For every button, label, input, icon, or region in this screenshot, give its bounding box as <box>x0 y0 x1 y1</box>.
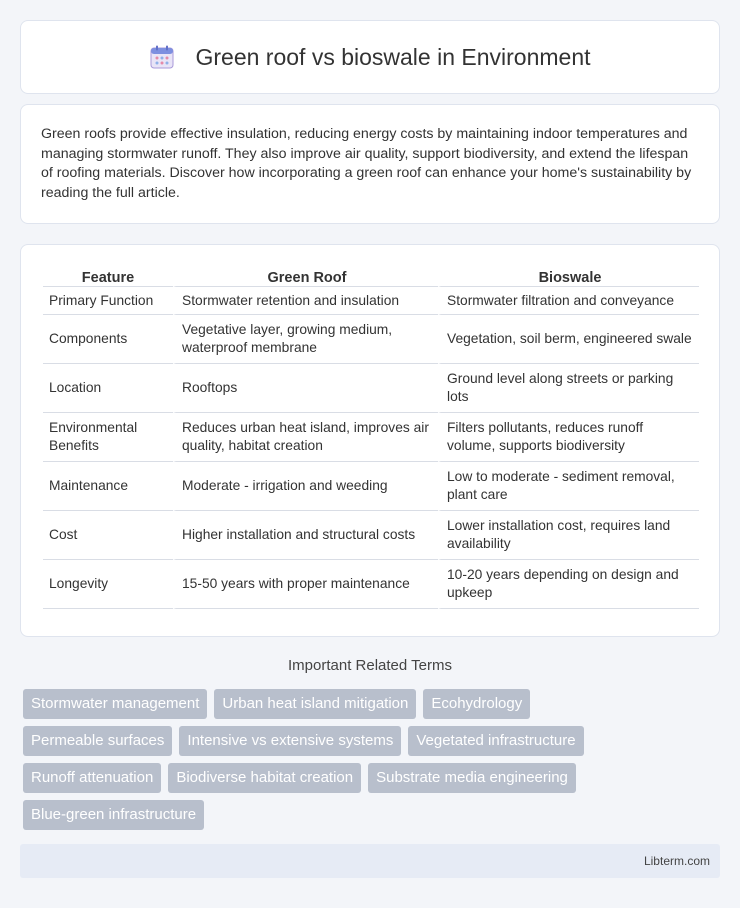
title-card <box>20 20 720 94</box>
page-title: Green roof vs bioswale in Environment <box>195 43 591 70</box>
term-tag[interactable]: Stormwater management <box>23 689 207 719</box>
term-tag[interactable]: Runoff attenuation <box>23 763 161 793</box>
term-tag[interactable]: Intensive vs extensive systems <box>179 726 401 756</box>
table-row <box>43 462 699 511</box>
table-row <box>43 560 699 609</box>
term-tag[interactable]: Vegetated infrastructure <box>408 726 583 756</box>
related-terms-list <box>23 689 723 837</box>
table-cell: 15-50 years with proper maintenance <box>173 560 438 609</box>
table-cell: Location <box>43 364 173 413</box>
term-tag[interactable]: Substrate media engineering <box>368 763 576 793</box>
term-tag[interactable]: Urban heat island mitigation <box>214 689 416 719</box>
footer-site-link[interactable]: Libterm.com <box>643 854 710 868</box>
table-cell: Environmental Benefits <box>43 413 173 462</box>
table-cell: Higher installation and structural costs <box>173 511 438 560</box>
footer <box>20 844 720 878</box>
calendar-icon <box>149 44 175 70</box>
table-header-row <box>43 265 699 287</box>
table-cell: Primary Function <box>43 287 173 315</box>
table-cell: Stormwater retention and insulation <box>173 287 438 315</box>
table-cell: Low to moderate - sediment removal, plant care <box>438 462 699 511</box>
table-cell: Vegetation, soil berm, engineered swale <box>438 315 699 364</box>
table-cell: 10-20 years depending on design and upkeep <box>438 560 699 609</box>
table-cell: Moderate - irrigation and weeding <box>173 462 438 511</box>
table-cell: Rooftops <box>173 364 438 413</box>
table-cell: Stormwater filtration and conveyance <box>438 287 699 315</box>
table-row <box>43 364 699 413</box>
table-row <box>43 413 699 462</box>
header-feature: Feature <box>43 265 173 287</box>
table-cell: Maintenance <box>43 462 173 511</box>
table-cell: Filters pollutants, reduces runoff volume, supports biodiversity <box>438 413 699 462</box>
table-row <box>43 511 699 560</box>
table-cell: Longevity <box>43 560 173 609</box>
table-cell: Lower installation cost, requires land availability <box>438 511 699 560</box>
table-row <box>43 287 699 315</box>
comparison-table-card <box>20 244 720 637</box>
table-cell: Components <box>43 315 173 364</box>
header-green-roof: Green Roof <box>173 265 438 287</box>
term-tag[interactable]: Permeable surfaces <box>23 726 172 756</box>
table-cell: Reduces urban heat island, improves air quality, habitat creation <box>173 413 438 462</box>
header-bioswale: Bioswale <box>438 265 699 287</box>
table-cell: Cost <box>43 511 173 560</box>
related-terms-title: Important Related Terms <box>288 657 452 674</box>
table-cell: Ground level along streets or parking lots <box>438 364 699 413</box>
comparison-table <box>43 265 699 609</box>
table-cell: Vegetative layer, growing medium, waterproof membrane <box>173 315 438 364</box>
table-row <box>43 315 699 364</box>
term-tag[interactable]: Ecohydrology <box>423 689 530 719</box>
term-tag[interactable]: Blue-green infrastructure <box>23 800 204 830</box>
summary-text: Green roofs provide effective insulation, reducing energy costs by maintaining indoor temperatures and managing stormwater runoff. They also improve air quality, support biodiversity, and extend the lifespan of roofing materials. Discover how incorporating a green roof can enhance your home's sustainability by reading the full article. <box>41 126 692 201</box>
summary-card <box>20 104 720 224</box>
term-tag[interactable]: Biodiverse habitat creation <box>168 763 361 793</box>
